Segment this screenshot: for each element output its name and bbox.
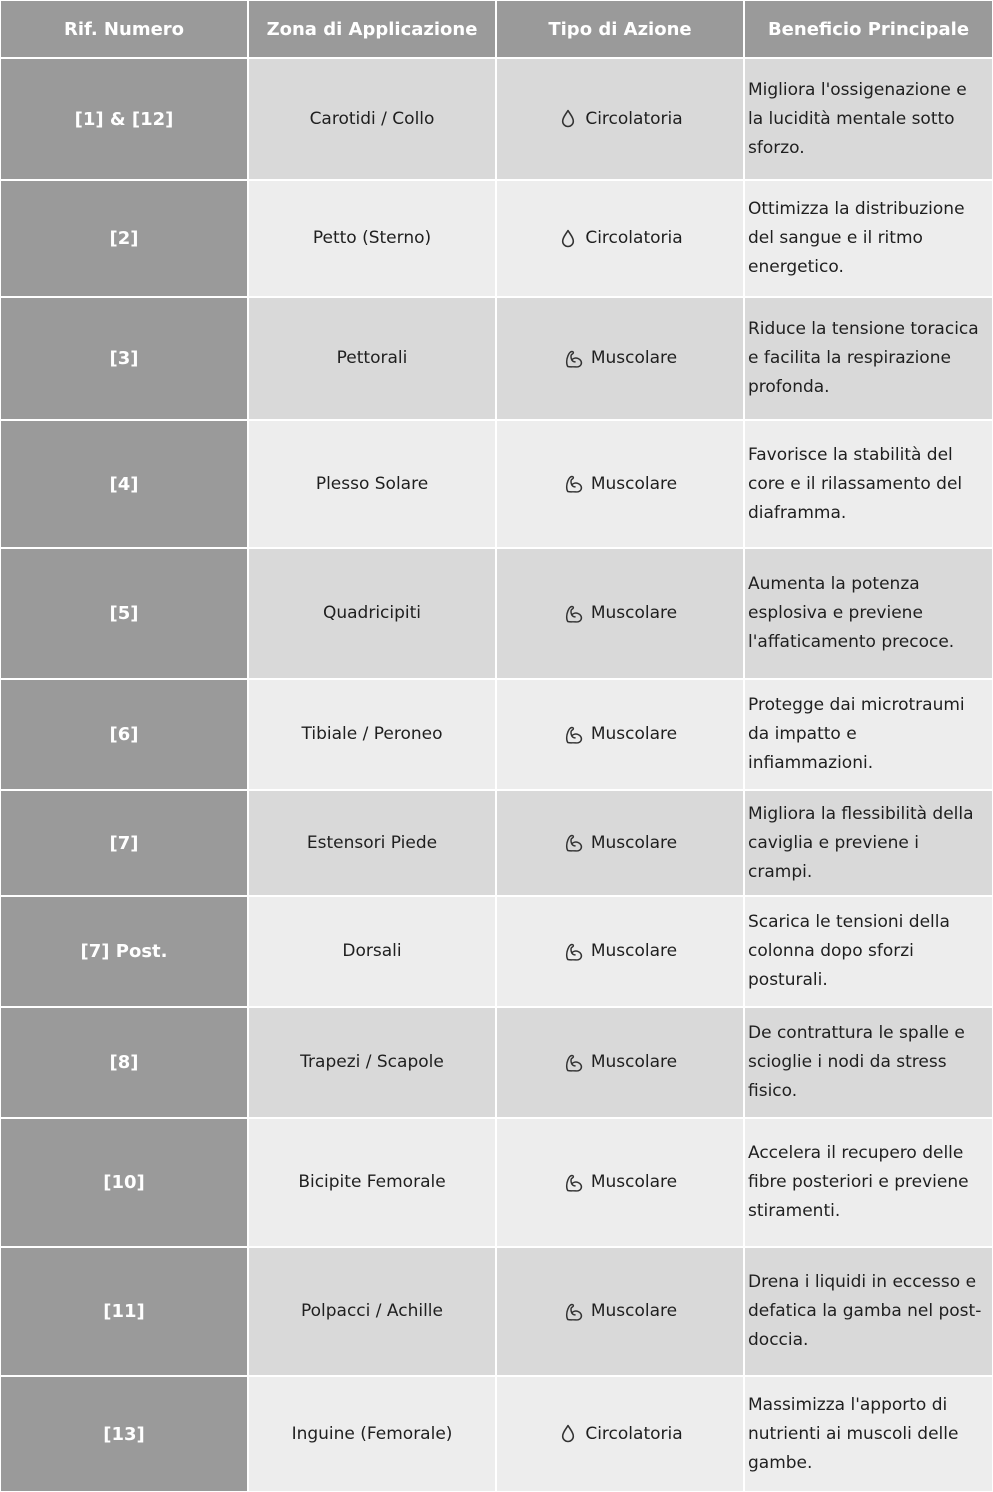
main-benefit [744,58,993,180]
header-benefit: Beneficio Principale [744,0,993,58]
main-benefit [744,1376,993,1492]
benefit-text: Aumenta la potenza esplosiva e previene l'affaticamento precoce. [748,574,955,652]
drop-icon [557,228,579,250]
application-zone: Inguine (Femorale) [248,1376,496,1492]
benefit-text: Favorisce la stabilità del core e il rilassamento del diaframma. [748,444,963,523]
flexed-arm-icon [563,1172,585,1194]
ref-number: [1] & [12] [0,58,248,180]
application-zone: Tibiale / Peroneo [248,679,496,790]
action-label: Muscolare [590,473,678,494]
main-benefit [744,548,993,679]
action-type [496,1118,744,1247]
benefit-text: De contrattura le spalle e scioglie i nodi da stress fisico. [748,1023,965,1101]
ref-number: [7] [0,790,248,896]
ref-number: [13] [0,1376,248,1492]
ref-number: [3] [0,297,248,420]
benefit-text: Protegge dai microtraumi da impatto e infiammazioni. [748,695,965,773]
action-label: Muscolare [590,724,678,744]
main-benefit [744,1247,993,1376]
action-label: Circolatoria [585,1423,683,1444]
flexed-arm-icon [563,1301,585,1323]
flexed-arm-icon [563,473,585,495]
flexed-arm-icon [563,941,585,963]
action-type [496,548,744,679]
flexed-arm-icon [563,603,585,625]
action-type [496,1247,744,1376]
flexed-arm-icon [563,348,585,370]
ref-number: [6] [0,679,248,790]
drop-icon [557,1423,579,1445]
action-type [496,180,744,297]
application-zone: Estensori Piede [248,790,496,896]
action-type [496,1007,744,1118]
application-zone: Polpacci / Achille [248,1247,496,1376]
action-type [496,1376,744,1492]
ref-number: [11] [0,1247,248,1376]
ref-number: [8] [0,1007,248,1118]
action-label: Muscolare [590,348,678,368]
benefit-text: Riduce la tensione toracica e facilita la respirazione profonda. [748,319,979,397]
main-benefit [744,896,993,1007]
application-zone: Dorsali [248,896,496,1007]
drop-icon [557,108,579,130]
benefit-text: Massimizza l'apporto di nutrienti ai muscoli delle gambe. [748,1394,959,1473]
main-benefit [744,180,993,297]
benefit-text: Drena i liquidi in eccesso e defatica la gamba nel post-doccia. [748,1272,982,1350]
action-type [496,896,744,1007]
action-type [496,790,744,896]
benefit-text: Scarica le tensioni della colonna dopo sforzi posturali. [748,912,950,990]
application-zone: Bicipite Femorale [248,1118,496,1247]
header-action: Tipo di Azione [496,0,744,58]
action-label: Muscolare [590,603,678,623]
action-label: Muscolare [590,941,678,961]
main-benefit [744,1007,993,1118]
application-zone: Pettorali [248,297,496,420]
action-label: Circolatoria [585,228,683,248]
action-type [496,58,744,180]
action-label: Muscolare [590,1301,678,1321]
benefit-text: Ottimizza la distribuzione del sangue e il ritmo energetico. [748,199,965,277]
ref-number: [5] [0,548,248,679]
action-type [496,297,744,420]
main-benefit [744,1118,993,1247]
flexed-arm-icon [563,724,585,746]
action-label: Muscolare [590,1052,678,1072]
benefit-text: Migliora la flessibilità della caviglia e previene i crampi. [748,803,974,882]
action-label: Muscolare [590,832,678,853]
benefit-text: Migliora l'ossigenazione e la lucidità mentale sotto sforzo. [748,79,967,158]
benefit-text: Accelera il recupero delle fibre posteriori e previene stiramenti. [748,1143,969,1221]
application-zone: Quadricipiti [248,548,496,679]
application-zone: Plesso Solare [248,420,496,548]
ref-number: [4] [0,420,248,548]
flexed-arm-icon [563,832,585,854]
ref-number: [2] [0,180,248,297]
main-benefit [744,679,993,790]
action-label: Muscolare [590,1172,678,1192]
action-type [496,679,744,790]
ref-number: [7] Post. [0,896,248,1007]
main-benefit [744,420,993,548]
header-ref: Rif. Numero [0,0,248,58]
application-zone: Petto (Sterno) [248,180,496,297]
header-zone: Zona di Applicazione [248,0,496,58]
flexed-arm-icon [563,1052,585,1074]
application-zone: Carotidi / Collo [248,58,496,180]
application-zone: Trapezi / Scapole [248,1007,496,1118]
action-type [496,420,744,548]
ref-number: [10] [0,1118,248,1247]
main-benefit [744,790,993,896]
action-label: Circolatoria [585,108,683,129]
main-benefit [744,297,993,420]
